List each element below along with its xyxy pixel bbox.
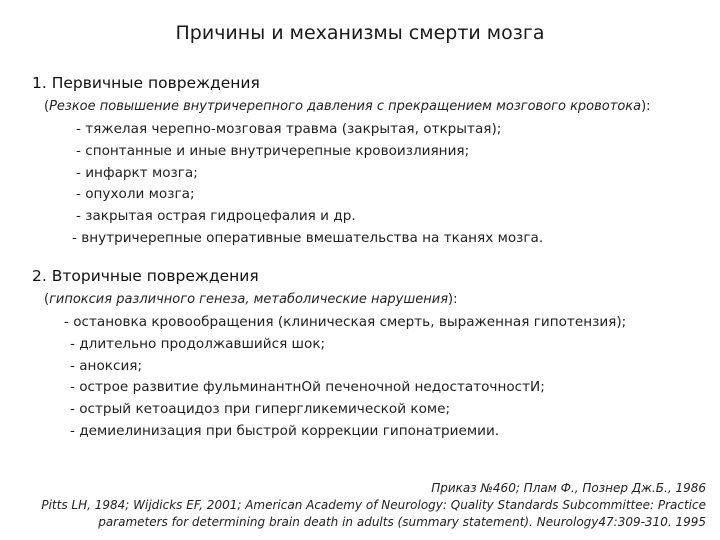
page-title: Причины и механизмы смерти мозга xyxy=(175,22,545,44)
section1-list xyxy=(72,119,544,250)
list-item: - опухоли мозга; xyxy=(76,186,195,203)
list-item: - спонтанные и иные внутричерепные кровоизлияния; xyxy=(76,142,470,159)
section2-subtitle-text: гипоксия различного генеза, метаболические нарушения xyxy=(49,292,449,307)
list-item: - острый кетоацидоз при гипергликемической коме; xyxy=(70,401,451,418)
section2-subtitle-close: ): xyxy=(448,292,458,307)
list-item: - острое развитие фульминантнОй печеночной недостаточностИ; xyxy=(70,379,545,396)
list-item: - инфаркт мозга; xyxy=(76,164,198,181)
reference-line: Pitts LH, 1984; Wijdicks EF, 2001; American Academy of Neurology: Quality Standards Subcommittee: Practice xyxy=(41,498,706,512)
section1-subtitle xyxy=(44,99,651,114)
reference-line: parameters for determining brain death in adults (summary statement). Neurology47:309-310. 1995 xyxy=(98,515,706,529)
reference-line: Приказ №460; Плам Ф., Познер Дж.Б., 1986 xyxy=(431,481,706,495)
section1-heading: 1. Первичные повреждения xyxy=(32,74,260,92)
section2-subtitle-open: ( xyxy=(44,292,50,307)
list-item: - закрытая острая гидроцефалия и др. xyxy=(76,208,356,225)
list-item: - аноксия; xyxy=(70,357,143,374)
section1-subtitle-close: ): xyxy=(641,99,651,114)
section2-subtitle xyxy=(44,292,457,307)
list-item: - длительно продолжавшийся шок; xyxy=(70,335,326,352)
section2-list xyxy=(64,312,626,443)
list-item: - демиелинизация при быстрой коррекции гипонатриемии. xyxy=(70,422,500,439)
section1-subtitle-open: ( xyxy=(44,99,50,114)
list-item: - остановка кровообращения (клиническая смерть, выраженная гипотензия); xyxy=(64,314,627,330)
references xyxy=(41,480,706,531)
list-item: - тяжелая черепно-мозговая травма (закрытая, открытая); xyxy=(76,121,502,137)
list-item: - внутричерепные оперативные вмешательства на тканях мозга. xyxy=(72,229,544,246)
section1-subtitle-text: Резкое повышение внутричерепного давления с прекращением мозгового кровотока xyxy=(49,99,642,114)
section2-heading: 2. Вторичные повреждения xyxy=(32,267,259,285)
